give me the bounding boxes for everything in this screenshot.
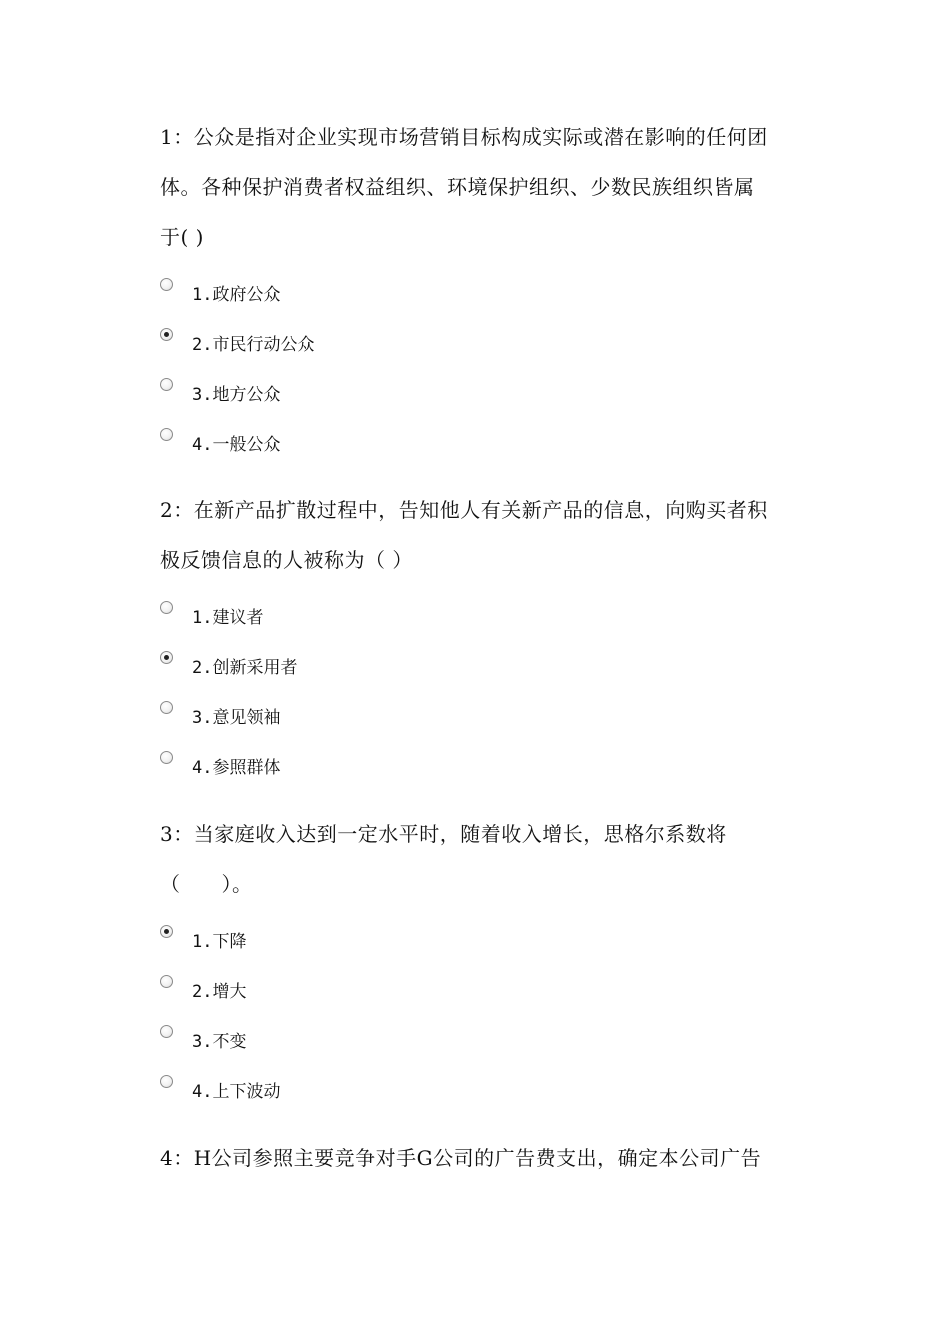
option-label: 2.创新采用者	[192, 658, 298, 678]
question-line: 于( )	[160, 225, 204, 249]
question-line: 极反馈信息的人被称为（ ）	[160, 548, 413, 572]
question-line: 3：当家庭收入达到一定水平时，随着收入增长，思格尔系数将	[160, 822, 727, 846]
option-label: 4.一般公众	[192, 435, 281, 455]
option-label: 1.政府公众	[192, 285, 281, 305]
question-1-text	[160, 112, 800, 262]
radio-button[interactable]	[160, 1025, 173, 1038]
option-label: 3.不变	[192, 1032, 247, 1052]
question-3-text	[160, 809, 800, 909]
radio-button[interactable]	[160, 751, 173, 764]
radio-button[interactable]	[160, 428, 173, 441]
radio-button-selected[interactable]	[160, 651, 173, 664]
radio-button[interactable]	[160, 1075, 173, 1088]
question-line: 2：在新产品扩散过程中，告知他人有关新产品的信息，向购买者积	[160, 498, 768, 522]
option-label: 2.市民行动公众	[192, 335, 315, 355]
question-line: 1：公众是指对企业实现市场营销目标构成实际或潜在影响的任何团	[160, 125, 768, 149]
radio-button[interactable]	[160, 601, 173, 614]
question-line: 体。各种保护消费者权益组织、环境保护组织、少数民族组织皆属	[160, 175, 755, 199]
option-label: 3.意见领袖	[192, 708, 281, 728]
option-label: 1.建议者	[192, 608, 264, 628]
option-label: 3.地方公众	[192, 385, 281, 405]
question-4-text	[160, 1133, 800, 1183]
radio-button-selected[interactable]	[160, 925, 173, 938]
option-label: 1.下降	[192, 932, 247, 952]
question-2-text	[160, 485, 800, 585]
question-line: 4：H公司参照主要竞争对手G公司的广告费支出，确定本公司广告	[160, 1146, 762, 1170]
radio-button-selected[interactable]	[160, 328, 173, 341]
option-label: 2.增大	[192, 982, 247, 1002]
radio-button[interactable]	[160, 278, 173, 291]
radio-button[interactable]	[160, 975, 173, 988]
radio-button[interactable]	[160, 378, 173, 391]
option-label: 4.参照群体	[192, 758, 281, 778]
option-label: 4.上下波动	[192, 1082, 281, 1102]
radio-button[interactable]	[160, 701, 173, 714]
question-line: （ ）。	[160, 872, 253, 896]
